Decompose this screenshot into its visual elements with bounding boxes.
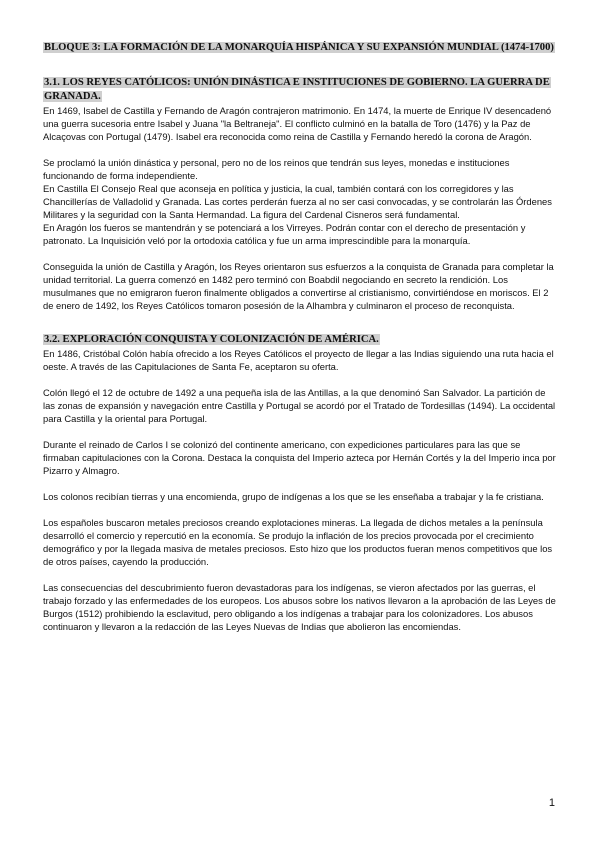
section-heading-3-2-text: 3.2. EXPLORACIÓN CONQUISTA Y COLONIZACIÓN DE AMÉRICA. bbox=[44, 334, 379, 345]
paragraph: Se proclamó la unión dinástica y personal, pero no de los reinos que tendrán sus leyes, monedas e instituciones funcionando de forma independiente. bbox=[43, 157, 510, 181]
section-heading-3-1-text: 3.1. LOS REYES CATÓLICOS: UNIÓN DINÁSTICA E INSTITUCIONES DE GOBIERNO. LA GUERRA DE GRANADA. bbox=[44, 77, 550, 102]
paragraph: Colón llegó el 12 de octubre de 1492 a una pequeña isla de las Antillas, a la que denominó San Salvador. La partición de las zonas de expansión y navegación entre Castilla y Portugal se acordó por el Tratado de Tordesillas (1494). La occidental para Castilla y la oriental para Portugal. bbox=[43, 387, 556, 424]
section-heading-3-2 bbox=[43, 333, 558, 347]
paragraph: Las consecuencias del descubrimiento fueron devastadoras para los indígenas, se vieron afectados por las guerras, el trabajo forzado y las enfermedades de los europeos. Los abusos sobre los nativos llevaron a la aprobación de las Leyes de Burgos (1512) prohibiendo la esclavitud, pero obligando a los indígenas a trabajar para los colonizadores. Los abusos continuaron y llevaron a la redacción de las Leyes Nuevas de Indias que abolieron las encomiendas. bbox=[43, 582, 556, 632]
paragraph: En Aragón los fueros se mantendrán y se potenciará a los Virreyes. Podrán contar con el derecho de presentación y patronato. La Inquisición veló por la ortodoxia católica y fue un arma imprescindible para la monarquía. bbox=[43, 222, 526, 246]
paragraph: En 1486, Cristóbal Colón había ofrecido a los Reyes Católicos el proyecto de llegar a las Indias siguiendo una ruta hacia el oeste. A través de las Capitulaciones de Santa Fe, aceptaron su oferta. bbox=[43, 348, 554, 372]
document-title-text: BLOQUE 3: LA FORMACIÓN DE LA MONARQUÍA HISPÁNICA Y SU EXPANSIÓN MUNDIAL (1474-1700) bbox=[44, 42, 554, 53]
paragraph: En Castilla El Consejo Real que aconseja en política y justicia, la cual, también contará con los corregidores y las Chancillerías de Valladolid y Granada. Las cortes perderán fuerza al no ser casi convocadas, y se controlarán las Órdenes Militares y la seguridad con la Santa Hermandad. La figura del Cardenal Cisneros será fundamental. bbox=[43, 183, 552, 220]
paragraph: En 1469, Isabel de Castilla y Fernando de Aragón contrajeron matrimonio. En 1474, la muerte de Enrique IV desencadenó una guerra sucesoria entre Isabel y Juana "la Beltraneja". El conflicto culminó en la batalla de Toro (1476) y la Paz de Alcaçovas con Portugal (1479). Isabel era reconocida como reina de Castilla y Fernando heredó la corona de Aragón. bbox=[43, 105, 552, 142]
paragraph: Conseguida la unión de Castilla y Aragón, los Reyes orientaron sus esfuerzos a la conquista de Granada para completar la unidad territorial. La guerra comenzó en 1482 pero terminó con Boabdil negociando en secreto la rendición. Los musulmanes que no emigraron fueron finalmente obligados a convertirse al cristianismo, convirtiéndose en moriscos. El 2 de enero de 1492, los Reyes Católicos tomaron posesión de la Alhambra y culminaron el proceso de reconquista. bbox=[43, 261, 554, 311]
document-page bbox=[43, 41, 558, 633]
paragraph: Durante el reinado de Carlos I se colonizó del continente americano, con expediciones particulares para las que se firmaban capitulaciones con la Corona. Destaca la conquista del Imperio azteca por Hernán Cortés y la del Imperio inca por Pizarro y Almagro. bbox=[43, 439, 556, 476]
paragraph: Los colonos recibían tierras y una encomienda, grupo de indígenas a los que se les enseñaba a trabajar y la fe cristiana. bbox=[43, 491, 544, 502]
paragraph: Los españoles buscaron metales preciosos creando explotaciones mineras. La llegada de dichos metales a la península desarrolló el comercio y repercutió en la economía. Se produjo la inflación de los precios provocada por el crecimiento demográfico y por la llegada masiva de metales preciosos. Esto hizo que los productos fueran menos competitivos que los de otros países, cayendo la producción. bbox=[43, 517, 553, 567]
page-number: 1 bbox=[548, 797, 555, 809]
section-heading-3-1 bbox=[43, 76, 558, 104]
document-title bbox=[43, 41, 558, 55]
